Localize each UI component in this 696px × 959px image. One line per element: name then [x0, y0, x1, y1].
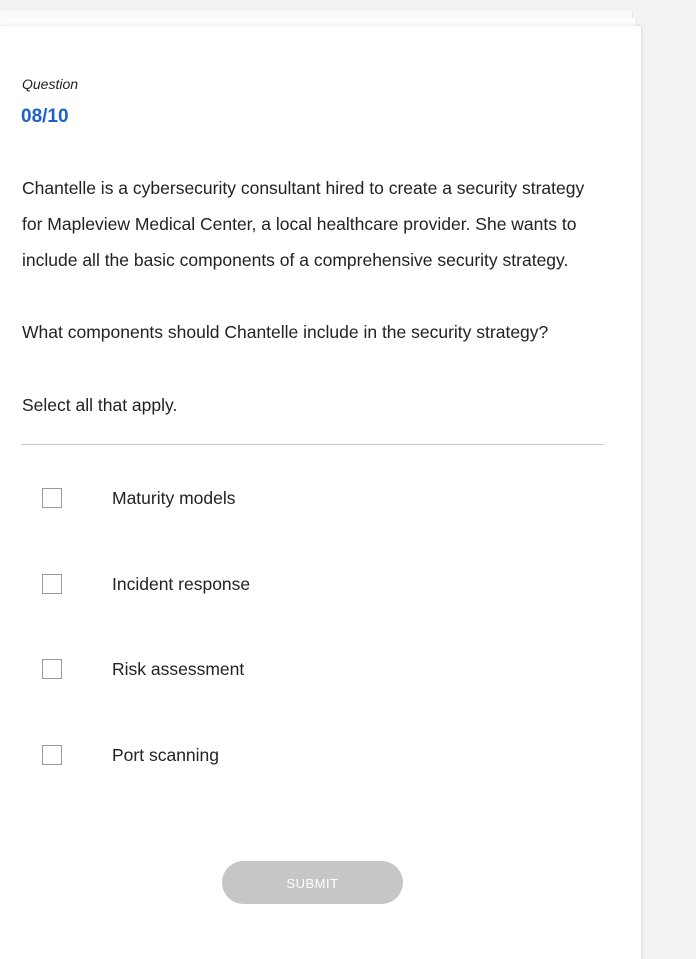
- question-label: Question: [22, 76, 79, 92]
- divider: [22, 444, 604, 445]
- option-label: Maturity models: [112, 488, 236, 508]
- checkbox[interactable]: [42, 488, 62, 508]
- question-number: 08/10: [21, 106, 69, 127]
- submit-button[interactable]: SUBMIT: [222, 861, 403, 904]
- option-risk-assessment[interactable]: [42, 658, 582, 682]
- instruction-text: Select all that apply.: [22, 395, 178, 415]
- prompt-line: Chantelle is a cybersecurity consultant hired to create a security strategy: [22, 178, 585, 198]
- question-text: What components should Chantelle include in the security strategy?: [22, 322, 549, 342]
- checkbox[interactable]: [42, 659, 62, 679]
- option-label: Incident response: [112, 574, 251, 594]
- checkbox[interactable]: [42, 574, 62, 594]
- prompt-line: for Mapleview Medical Center, a local healthcare provider. She wants to: [22, 214, 577, 234]
- option-label: Port scanning: [112, 745, 220, 765]
- option-incident-response[interactable]: [42, 573, 582, 597]
- option-port-scanning[interactable]: [42, 744, 582, 768]
- option-maturity-models[interactable]: [42, 487, 582, 511]
- option-label: Risk assessment: [112, 659, 245, 679]
- question-prompt: [22, 170, 612, 278]
- checkbox[interactable]: [42, 745, 62, 765]
- prompt-line: include all the basic components of a comprehensive security strategy.: [22, 250, 569, 270]
